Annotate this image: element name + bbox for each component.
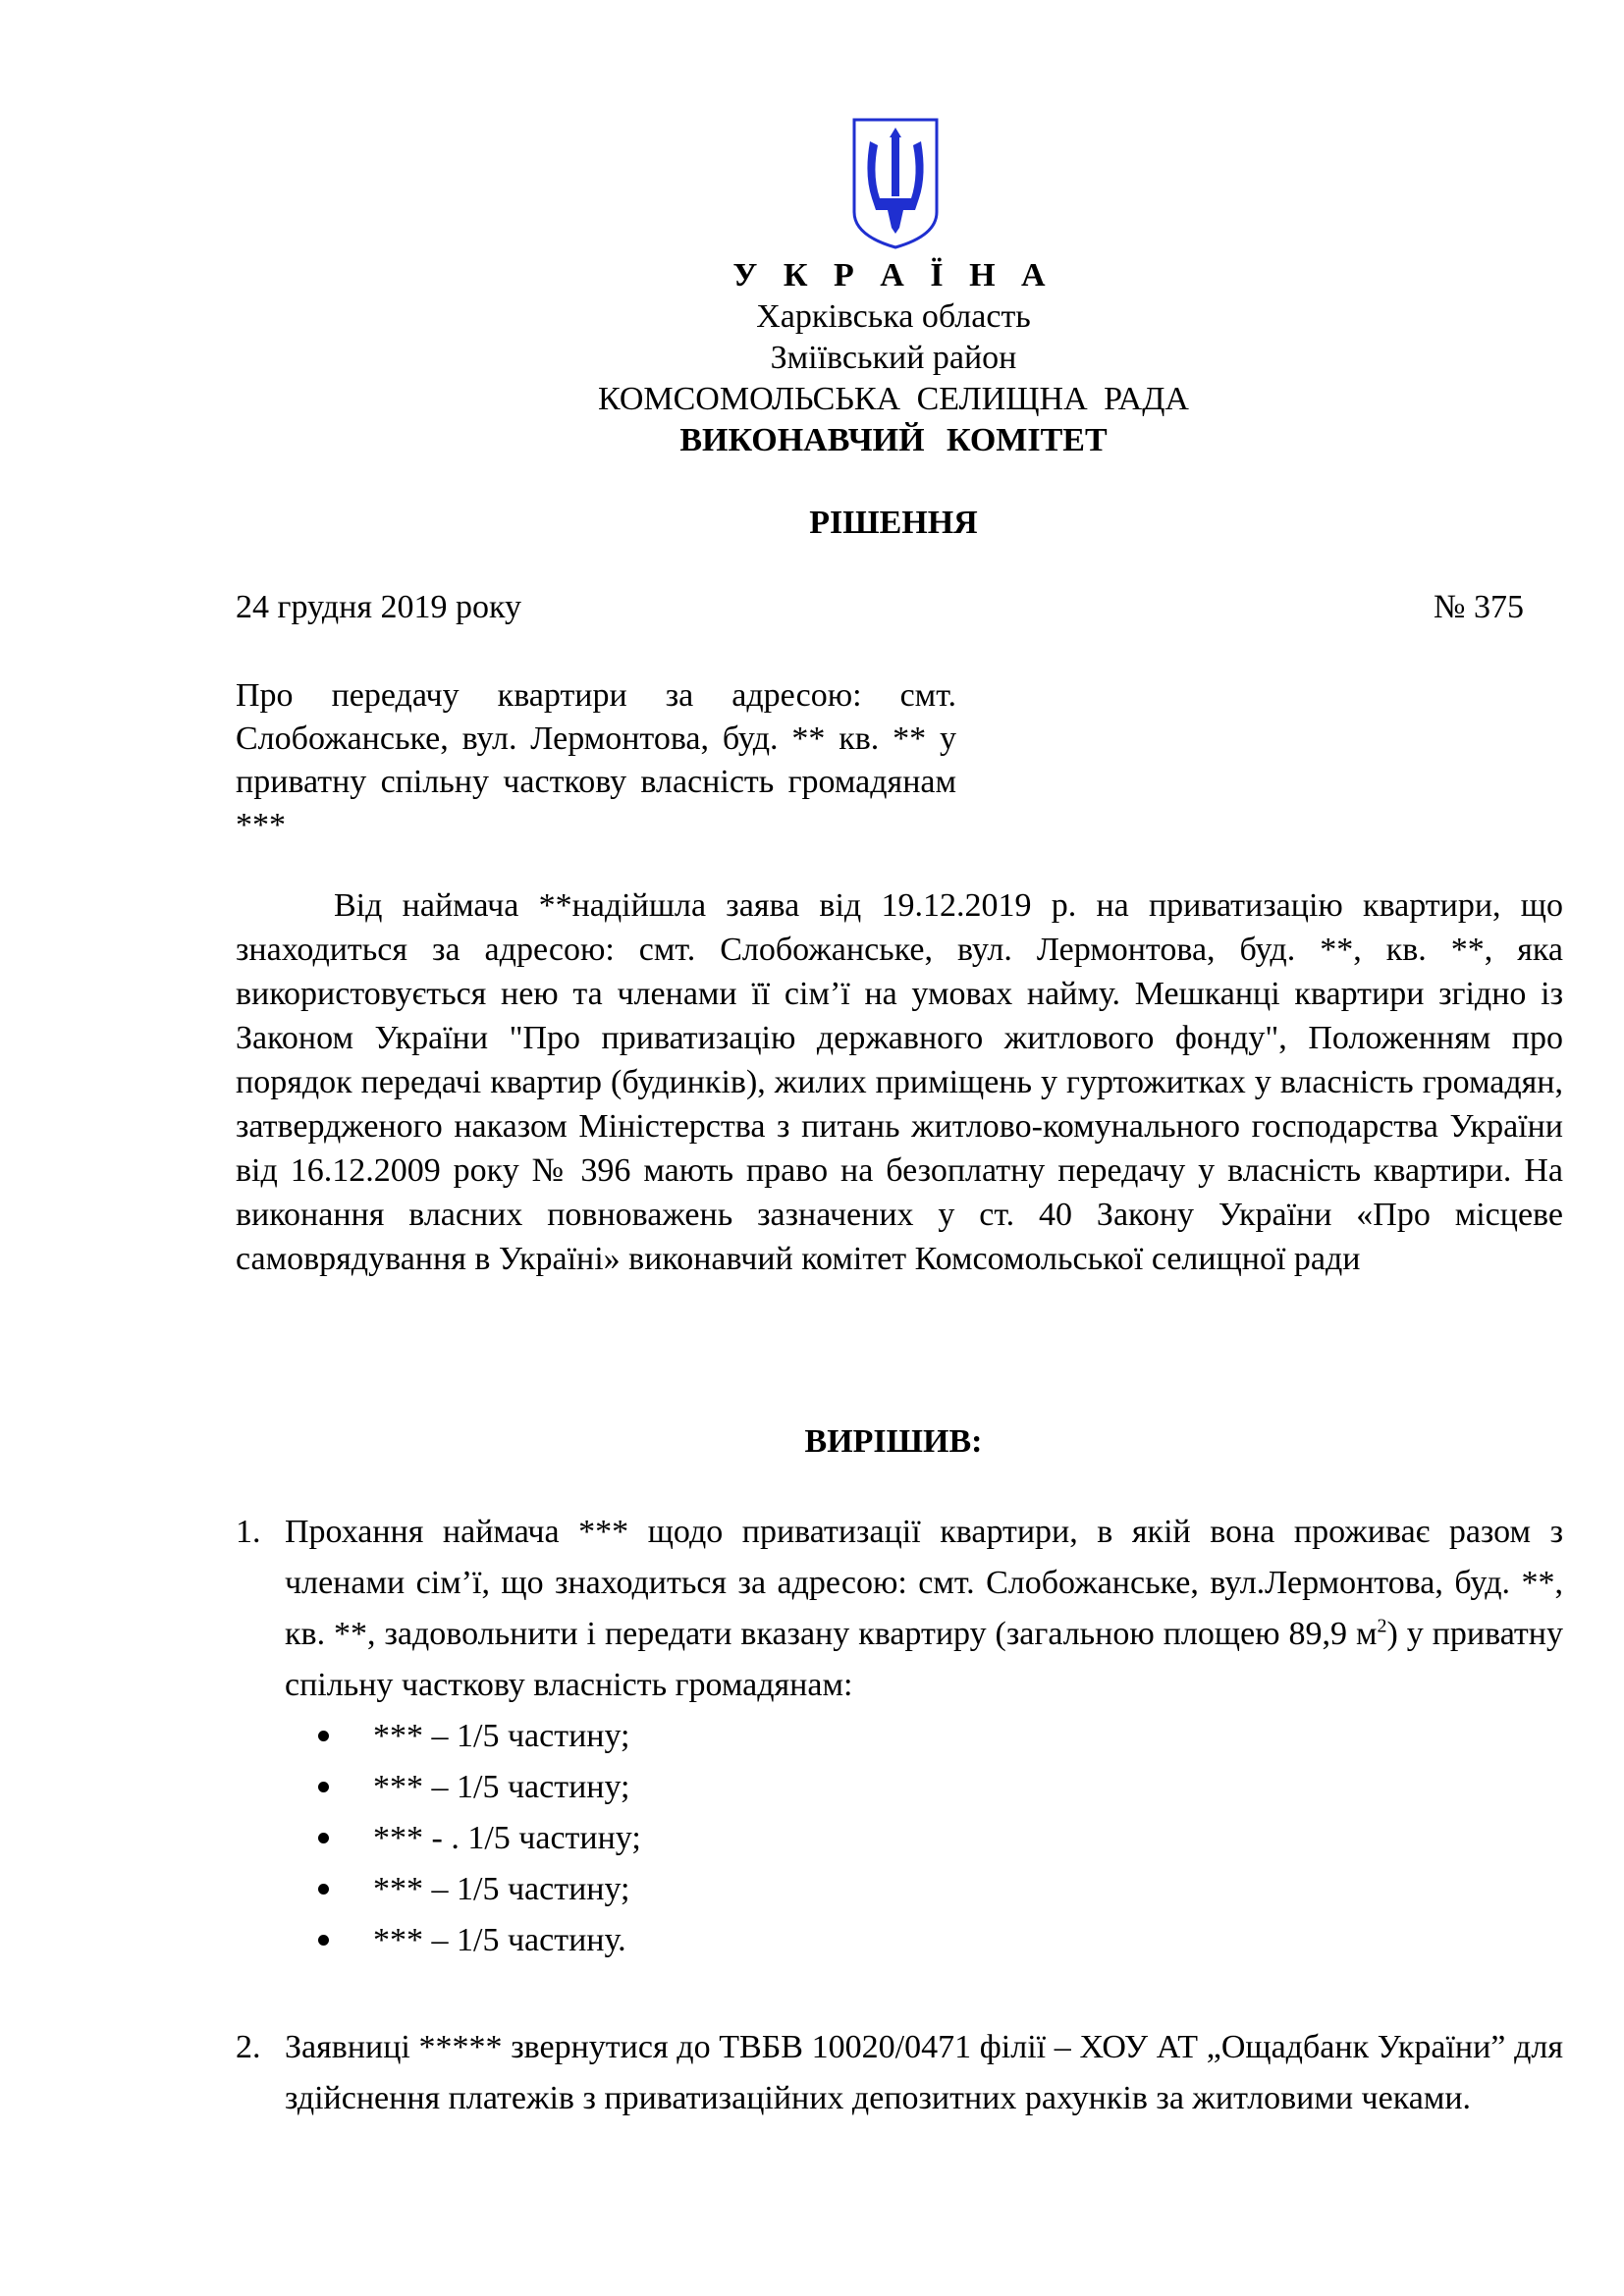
header-raion: Зміївський район (770, 340, 1017, 376)
list-item (236, 2022, 1563, 2124)
share-item: *** - . 1/5 частину; (373, 1813, 1563, 1864)
decision-subject: Про передачу квартири за адресою: смт. Слобожанське, вул. Лермонтова, буд. ** кв. ** у приватну спільну часткову власність громадянам *** (236, 677, 956, 843)
item-number: 2. (236, 2029, 261, 2065)
bullet-icon (318, 1935, 329, 1946)
decision-number: № 375 (1434, 589, 1524, 625)
bullet-icon (318, 1782, 329, 1792)
document-title: РІШЕННЯ (809, 505, 978, 541)
date-line (236, 587, 1524, 628)
share-item: *** – 1/5 частину. (373, 1915, 1563, 1966)
item-number: 1. (236, 1514, 261, 1550)
shares-list (373, 1711, 1563, 1966)
bullet-icon (318, 1731, 329, 1741)
resolved-heading: ВИРІШИВ: (804, 1423, 983, 1460)
item-text: Прохання наймача *** щодо приватизації квартири, в якій вона проживає разом з членами сім’ї, що знаходиться за адресою: смт. Слобожанське, вул.Лермонтова, буд. **, кв. **, задовольнити і передати вказану квартиру (загальною площею 89,9 $м^2$) у приватну спільну часткову власність громадянам: (285, 1514, 1563, 1703)
decision-date: 24 грудня 2019 року (236, 589, 522, 625)
share-item: *** – 1/5 частину; (373, 1762, 1563, 1813)
bullet-icon (318, 1833, 329, 1843)
list-item (236, 1507, 1563, 1966)
header-council: КОМСОМОЛЬСЬКА СЕЛИЩНА РАДА (598, 381, 1189, 417)
header-oblast: Харківська область (756, 298, 1031, 335)
header-country: У К Р А Ї Н А (732, 257, 1055, 294)
share-item: *** – 1/5 частину; (373, 1864, 1563, 1915)
item-text: Заявниці ***** звернутися до ТВБВ 10020/0471 філії – ХОУ АТ „Ощадбанк України” для здійснення платежів з приватизаційних депозитних рахунків за житловими чеками. (285, 2029, 1563, 2116)
body-paragraph: Від наймача **надійшла заява від 19.12.2019 р. на приватизацію квартири, що знаходиться за адресою: смт. Слобожанське, вул. Лермонтова, буд. **, кв. **, яка використовується нею та членами її сім’ї на умовах найму. Мешканці квартири згідно із Законом України "Про приватизацію державного житлового фонду", Положенням про порядок передачі квартир (будинків), жилих приміщень у гуртожитках у власність громадян, затвердженого наказом Міністерства з питань житлово-комунального господарства України від 16.12.2009 року № 396 мають право на безоплатну передачу у власність квартири. На виконання власних повноважень зазначених у ст. 40 Закону України «Про місцеве самоврядування в Україні» виконавчий комітет Комсомольської селищної ради (236, 887, 1563, 1277)
superscript: 2 (1377, 1615, 1387, 1637)
trident-coat-of-arms-icon (850, 116, 941, 251)
bullet-icon (318, 1884, 329, 1895)
header-committee: ВИКОНАВЧИЙ КОМІТЕТ (679, 422, 1108, 458)
share-item: *** – 1/5 частину; (373, 1711, 1563, 1762)
